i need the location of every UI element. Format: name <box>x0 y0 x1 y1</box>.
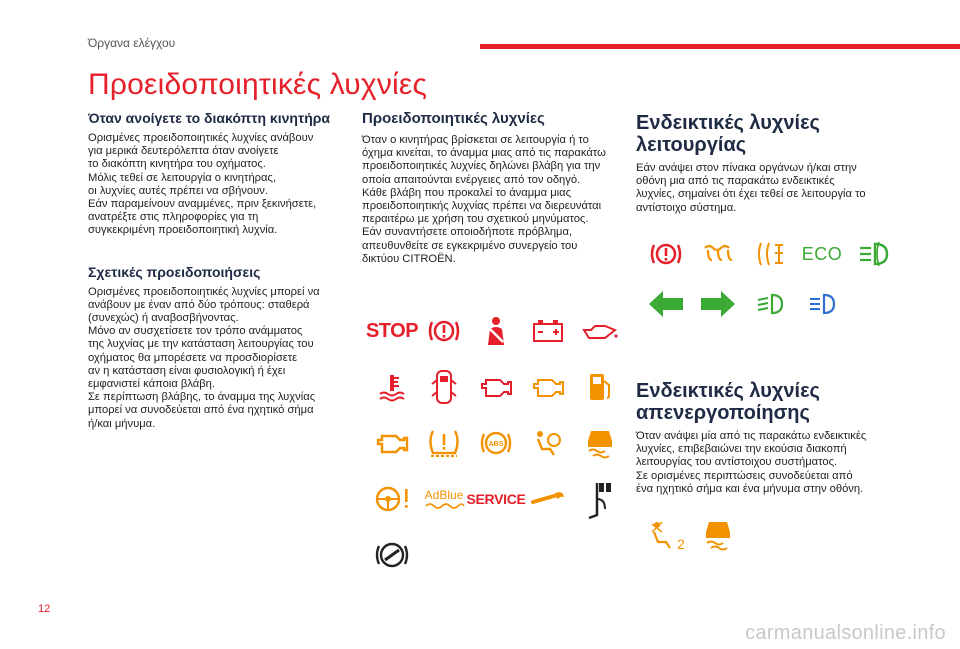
airbag-off-icon <box>522 422 574 464</box>
left-indicator-icon <box>640 283 692 325</box>
heading-ignition: Όταν ανοίγετε το διακόπτη κινητήρα <box>88 110 331 126</box>
dipped-beam-icon <box>744 283 796 325</box>
service-icon: SERVICE <box>466 491 526 507</box>
section-header: Όργανα ελέγχου <box>88 36 176 50</box>
brake-icon <box>418 310 470 352</box>
glow-plug-icon <box>692 233 744 275</box>
operation-icon-grid <box>640 233 900 325</box>
heading-operation-indicators: Ενδεικτικές λυχνίες λειτουργίας <box>636 112 820 156</box>
right-indicator-icon <box>692 283 744 325</box>
seatbelt-icon <box>470 310 522 352</box>
engine-fault-icon <box>366 422 418 464</box>
warning-icon-grid <box>366 310 626 576</box>
abs-icon <box>470 422 522 464</box>
fuel-icon <box>574 366 626 408</box>
door-open-icon <box>418 366 470 408</box>
main-beam-icon <box>796 283 848 325</box>
engine-icon <box>470 366 522 408</box>
eco-icon: ECO <box>801 243 843 264</box>
page-number: 12 <box>38 603 51 615</box>
column-indicator-lamps <box>636 112 898 215</box>
esp-off-icon <box>692 514 744 556</box>
stop-icon: STOP <box>365 319 419 342</box>
wrench-icon <box>522 478 574 520</box>
oil-pressure-icon <box>574 310 626 352</box>
paragraph-ignition: Ορισμένες προειδοποιητικές λυχνίες ανάβουν για μερικά δευτερόλεπτα όταν ανοίγετε το διακόπτη κινητήρα του οχήματος. Μόλις τεθεί σε λειτουργία ο κινητήρας, οι λυχνίες αυτές πρέπει να σβήνουν. Εάν παραμείνουν αναμμένες, πριν ξεκινήσετε, ανατρέξτε στις πληροφορίες για τη συγκεκριμένη προειδοποιητική λυχνία. <box>88 132 317 237</box>
battery-icon <box>522 310 574 352</box>
brake-warning-icon <box>640 233 692 275</box>
electric-parking-brake-icon <box>366 534 418 576</box>
deactivation-icon-grid <box>640 514 744 556</box>
paragraph-deactivation-indicators: Όταν ανάψει μία από τις παρακάτω ενδεικτικές λυχνίες, επιβεβαιώνει την εκούσια διακοπή λειτουργίας του αντίστοιχου συστήματος. Σε ορισμένες περιπτώσεις συνοδεύεται από ένα ηχητικό σήμα και ένα μήνυμα στην οθόνη. <box>636 430 867 495</box>
column-ignition <box>88 110 348 431</box>
page-title: Προειδοποιητικές λυχνίες <box>88 68 428 101</box>
tyre-pressure-icon <box>418 422 470 464</box>
heading-warning-lamps: Προειδοποιητικές λυχνίες <box>362 110 545 127</box>
header-accent-bar <box>480 44 960 49</box>
paragraph-operation-indicators: Εάν ανάψει στον πίνακα οργάνων ή/και στην οθόνη μια από τις παρακάτω ενδεικτικές λυχνίες, σημαίνει ότι έχει τεθεί σε λειτουργία το αντίστοιχο σύστημα. <box>636 162 866 214</box>
engine-outline-icon <box>522 366 574 408</box>
airbag-passenger-off-icon <box>640 514 692 556</box>
coolant-temperature-icon <box>366 366 418 408</box>
paragraph-related-warnings: Ορισμένες προειδοποιητικές λυχνίες μπορεί να ανάβουν με έναν από δύο τρόπους: σταθερά (συνεχώς) ή αναβοσβήνοντας. Μόνο αν συσχετίσετε τον τρόπο ανάμματος της λυχνίας με την κατάσταση λειτουργίας του οχήματος θα μπορέσετε να προσδιορίσετε αν η κατάσταση είναι φυσιολογική ή έχει εμφανιστεί κάποια βλάβη. Σε περίπτωση βλάβης, το άναμμα της λυχνίας μπορεί να συνοδεύεται από ένα ηχητικό σήμα ή/και μήνυμα. <box>88 285 320 430</box>
heading-deactivation-indicators: Ενδεικτικές λυχνίες απενεργοποίησης <box>636 380 820 424</box>
front-fog-lamp-icon <box>848 233 900 275</box>
adblue-icon: AdBlue <box>418 478 470 520</box>
heading-related-warnings: Σχετικές προειδοποιήσεις <box>88 263 261 280</box>
esp-icon <box>574 422 626 464</box>
watermark: carmanualsonline.info <box>745 622 946 644</box>
column-deactivation <box>636 380 898 496</box>
column-warning-lamps <box>362 110 620 266</box>
svg-text:2: 2 <box>677 536 685 552</box>
fuel-filter-icon <box>744 233 796 275</box>
seat-occupancy-icon <box>574 478 626 520</box>
power-steering-icon <box>366 478 418 520</box>
paragraph-warning-lamps: Όταν ο κινητήρας βρίσκεται σε λειτουργία ή το όχημα κινείται, το άναμμα μιας από τις παρακάτω προειδοποιητικές λυχνίες δηλώνει βλάβη για την οποία απαιτούνται ενέργειες από τον οδηγό. Κάθε βλάβη που προκαλεί το άναμμα μιας προειδοποιητικής λυχνίας πρέπει να διερευνάται περαιτέρω με χρήση του σχετικού μηνύματος. Εάν συναντήσετε οποιοδήποτε πρόβλημα, απευθυνθείτε σε εγκεκριμένο συνεργείο του δικτύου CITROËN. <box>362 134 606 265</box>
svg-text:ABS: ABS <box>488 441 504 448</box>
